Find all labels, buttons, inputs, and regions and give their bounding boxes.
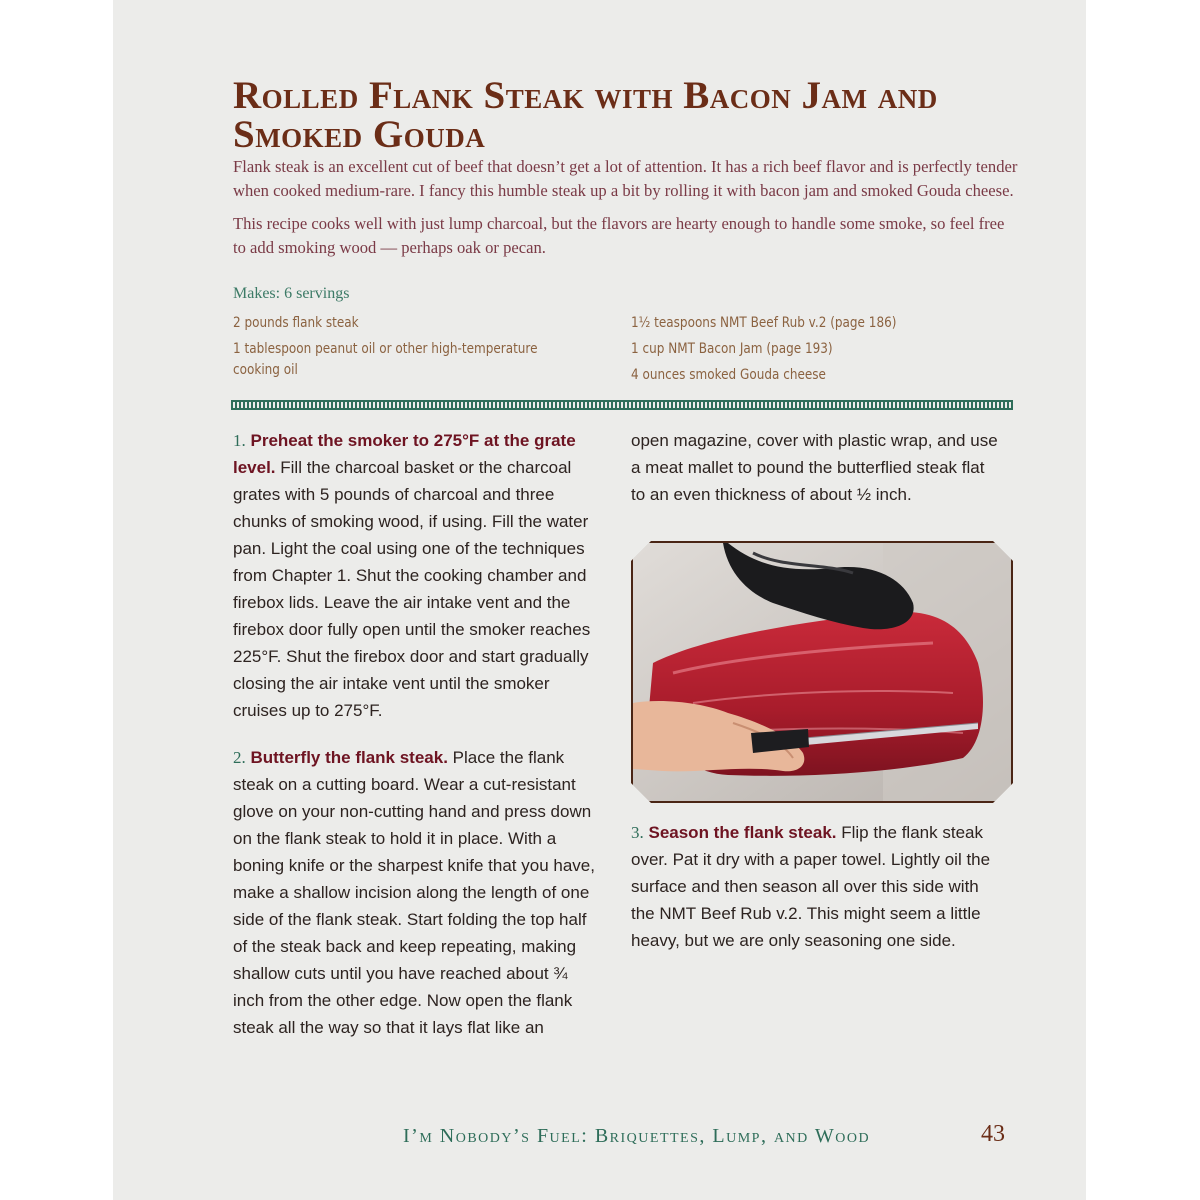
section-divider <box>231 400 1013 410</box>
recipe-intro <box>233 155 1018 269</box>
step-heading: Preheat the smoker to 275°F at the grate level. <box>233 431 576 477</box>
butterfly-steak-photo <box>631 541 1013 803</box>
step-body: Fill the charcoal basket or the charcoal grates with 5 pounds of charcoal and three chunks of smoking wood, if using. Fill the water pan. Light the coal using one of the techniques from Chapter 1. Shut the cooking chamber and firebox lids. Leave the air intake vent and the firebox door fully open until the smoker reaches 225°F. Shut the firebox door and start gradually closing the air intake vent until the smoker cruises up to 275°F. <box>233 458 591 720</box>
steps-left-column <box>233 427 603 1061</box>
steak-photo-illustration <box>633 543 1013 803</box>
step-number: 2. <box>233 748 246 767</box>
ingredient-item: 4 ounces smoked Gouda cheese <box>631 367 826 383</box>
recipe-title: Rolled Flank Steak with Bacon Jam and Smoked Gouda <box>233 74 938 156</box>
ingredients-right <box>631 313 962 391</box>
steps-right-column-bottom <box>631 819 1001 974</box>
book-page <box>113 0 1086 1200</box>
step-2-continued: open magazine, cover with plastic wrap, and use a meat mallet to pound the butterflied steak flat to an even thickness of about ½ inch. <box>631 431 998 504</box>
step-body: Flip the flank steak over. Pat it dry with a paper towel. Lightly oil the surface and then season all over this side with the NMT Beef Rub v.2. This might seem a little heavy, but we are only seasoning one side. <box>631 823 991 950</box>
step-body: Place the flank steak on a cutting board. Wear a cut-resistant glove on your non-cutting hand and press down on the flank steak to hold it in place. With a boning knife or the sharpest knife that you have, make a shallow incision along the length of one side of the flank steak. Start folding the top half of the steak back and keep repeating, making shallow cuts until you have reached about ¾ inch from the other edge. Now open the flank steak all the way so that it lays flat like an <box>233 748 595 1037</box>
steps-right-column-top <box>631 427 1001 528</box>
step-number: 1. <box>233 431 246 450</box>
step-3 <box>631 819 1001 954</box>
step-1 <box>233 427 603 724</box>
step-heading: Season the flank steak. <box>648 823 837 842</box>
ingredient-item: 2 pounds flank steak <box>233 315 359 331</box>
running-footer: I’m Nobody’s Fuel: Briquettes, Lump, and Wood <box>403 1125 871 1147</box>
intro-paragraph: This recipe cooks well with just lump charcoal, but the flavors are hearty enough to handle some smoke, so feel free to add smoking wood — perhaps oak or pecan. <box>233 214 1005 257</box>
ingredient-item: 1 cup NMT Bacon Jam (page 193) <box>631 341 833 357</box>
ingredients-left <box>233 313 573 386</box>
step-number: 3. <box>631 823 644 842</box>
servings-label: Makes: 6 servings <box>233 285 350 302</box>
page-number: 43 <box>981 1121 1005 1147</box>
step-heading: Butterfly the flank steak. <box>250 748 448 767</box>
ingredient-item: 1½ teaspoons NMT Beef Rub v.2 (page 186) <box>631 315 897 331</box>
ingredient-item: 1 tablespoon peanut oil or other high-temperature cooking oil <box>233 341 538 378</box>
step-2 <box>233 744 603 1041</box>
intro-paragraph: Flank steak is an excellent cut of beef that doesn’t get a lot of attention. It has a rich beef flavor and is perfectly tender when cooked medium-rare. I fancy this humble steak up a bit by rolling it with bacon jam and smoked Gouda cheese. <box>233 157 1018 200</box>
